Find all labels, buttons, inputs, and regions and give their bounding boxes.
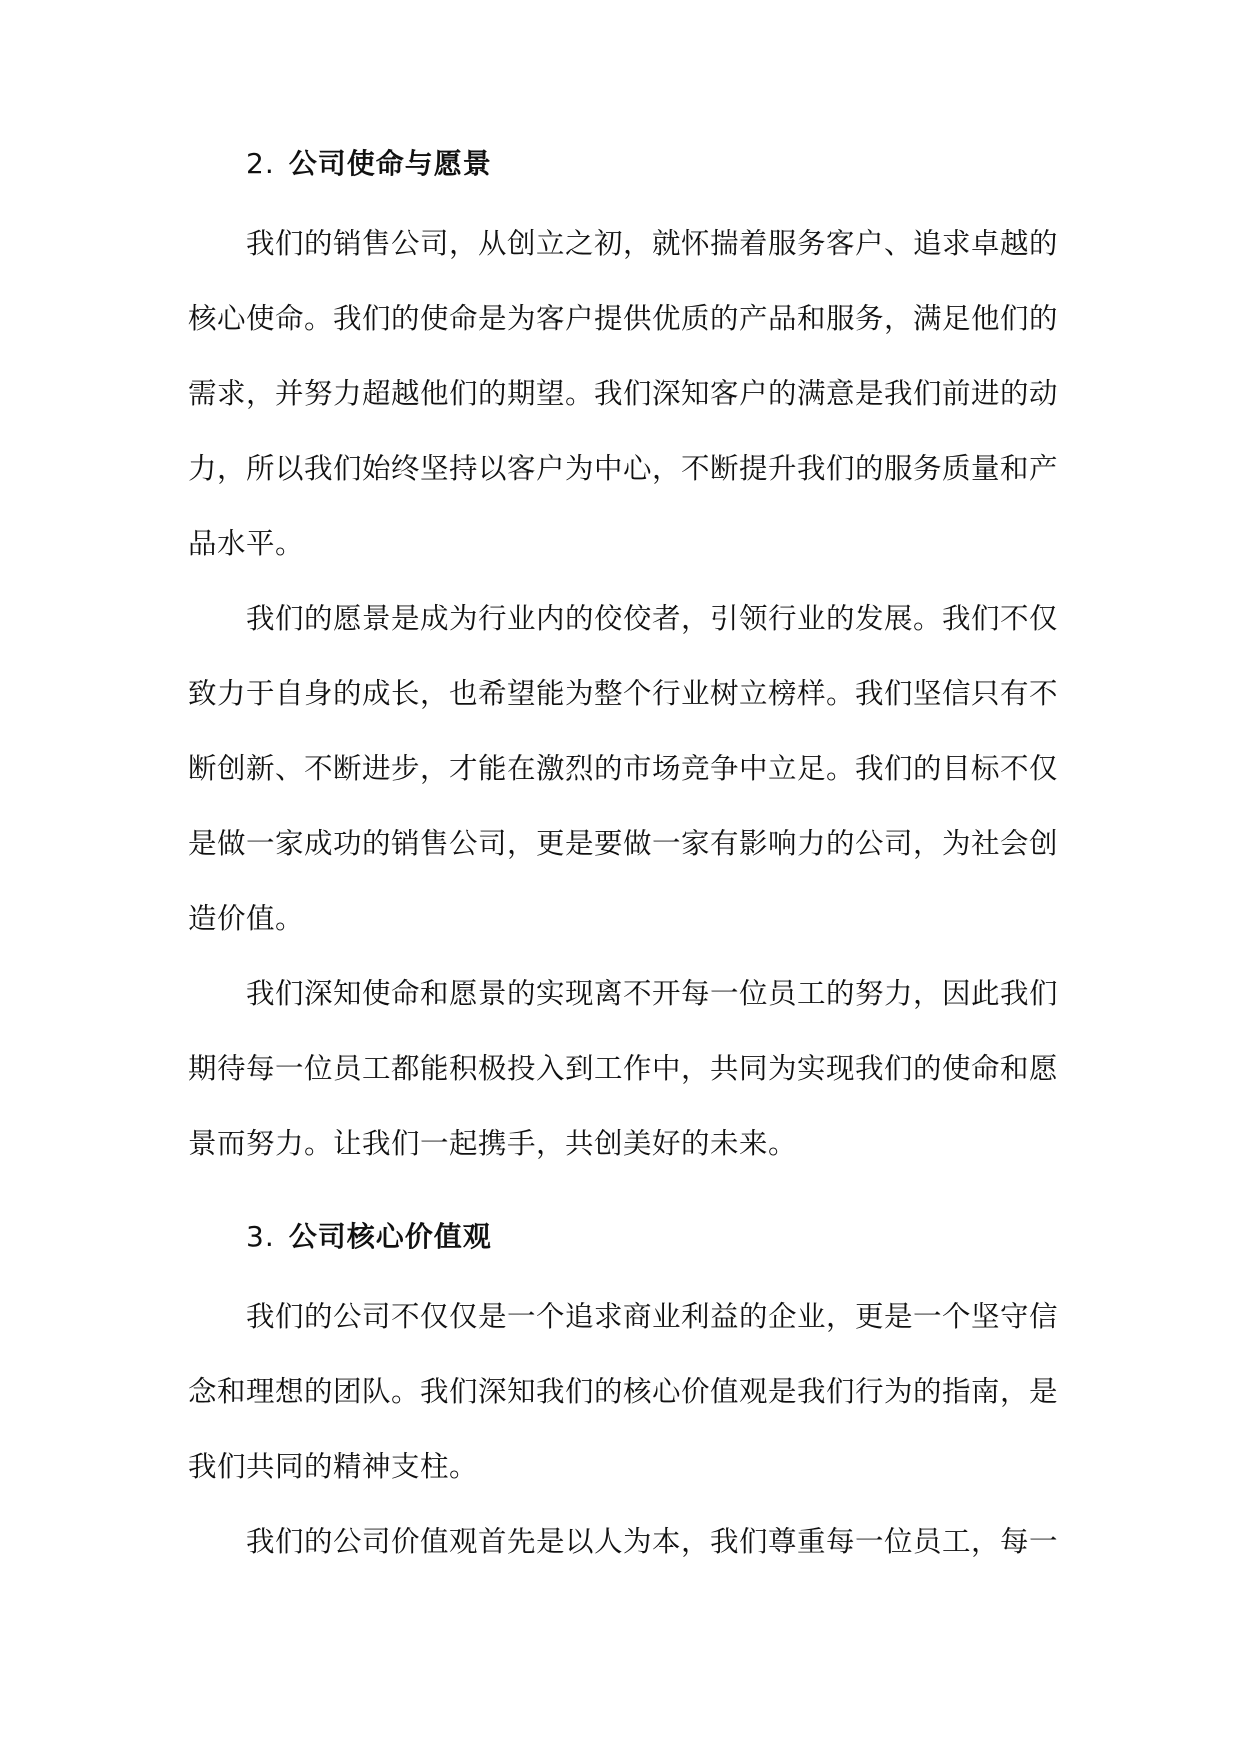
section-number: 2. bbox=[246, 147, 275, 180]
section-title: 公司使命与愿景 bbox=[288, 147, 492, 180]
paragraph: 我们的公司价值观首先是以人为本，我们尊重每一位员工，每一 bbox=[246, 1525, 1059, 1558]
document-body bbox=[188, 142, 1058, 1579]
section-spacer bbox=[188, 1181, 1058, 1215]
paragraph: 我们的愿景是成为行业内的佼佼者，引领行业的发展。我们不仅致力于自身的成长，也希望能为整个行业树立榜样。我们坚信只有不断创新、不断进步，才能在激烈的市场竞争中立足。我们的目标不仅是做一家成功的销售公司，更是要做一家有影响力的公司，为社会创造价值。 bbox=[188, 602, 1059, 935]
paragraph: 我们的公司不仅仅是一个追求商业利益的企业，更是一个坚守信念和理想的团队。我们深知我们的核心价值观是我们行为的指南，是我们共同的精神支柱。 bbox=[188, 1300, 1059, 1483]
paragraph: 我们深知使命和愿景的实现离不开每一位员工的努力，因此我们期待每一位员工都能积极投入到工作中，共同为实现我们的使命和愿景而努力。让我们一起携手，共创美好的未来。 bbox=[188, 977, 1059, 1160]
section-number: 3. bbox=[246, 1220, 275, 1253]
section-title: 公司核心价值观 bbox=[288, 1220, 492, 1253]
section-heading-values bbox=[188, 1215, 1058, 1259]
section-heading-mission bbox=[188, 142, 1058, 186]
paragraph: 我们的销售公司，从创立之初，就怀揣着服务客户、追求卓越的核心使命。我们的使命是为客户提供优质的产品和服务，满足他们的需求，并努力超越他们的期望。我们深知客户的满意是我们前进的动力，所以我们始终坚持以客户为中心，不断提升我们的服务质量和产品水平。 bbox=[188, 227, 1059, 560]
